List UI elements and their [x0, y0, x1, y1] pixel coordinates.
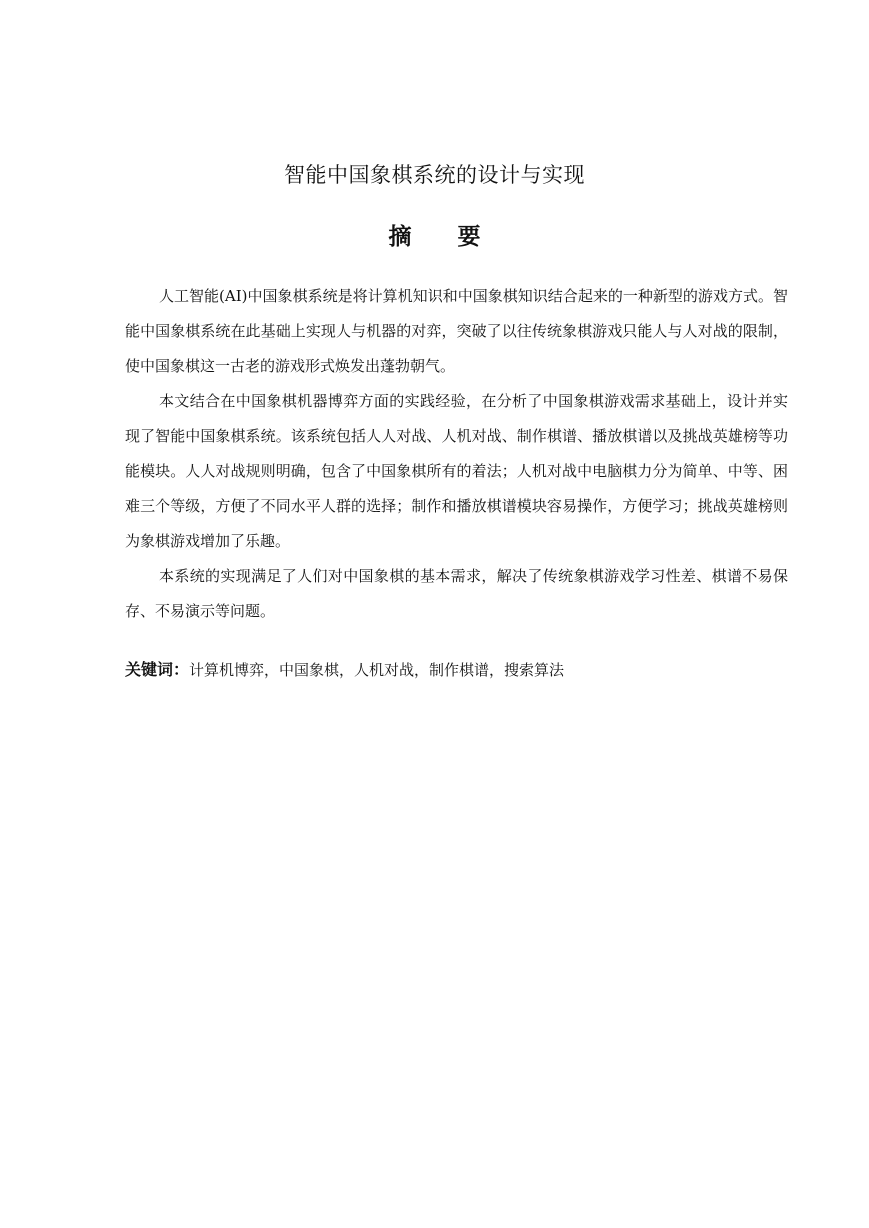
keywords-text: 计算机博弈，中国象棋，人机对战，制作棋谱，搜索算法 [189, 661, 565, 679]
keywords-line [125, 652, 788, 688]
abstract-heading: 摘要 [388, 224, 527, 250]
keywords-label: 关键词： [125, 660, 190, 679]
abstract-paragraph-1: 人工智能(AI)中国象棋系统是将计算机知识和中国象棋知识结合起来的一种新型的游戏方式。智能中国象棋系统在此基础上实现人与机器的对弈，突破了以往传统象棋游戏只能人与人对战的限制，使中国象棋这一古老的游戏形式焕发出蓬勃朝气。 [125, 287, 788, 375]
abstract-body [125, 279, 788, 629]
abstract-paragraph-3: 本系统的实现满足了人们对中国象棋的基本需求，解决了传统象棋游戏学习性差、棋谱不易保存、不易演示等问题。 [125, 567, 788, 620]
paper-title: 智能中国象棋系统的设计与实现 [284, 163, 585, 187]
abstract-paragraph-2: 本文结合在中国象棋机器博弈方面的实践经验，在分析了中国象棋游戏需求基础上，设计并实现了智能中国象棋系统。该系统包括人人对战、人机对战、制作棋谱、播放棋谱以及挑战英雄榜等功能模块。人人对战规则明确，包含了中国象棋所有的着法；人机对战中电脑棋力分为简单、中等、困难三个等级，方便了不同水平人群的选择；制作和播放棋谱模块容易操作，方便学习；挑战英雄榜则为象棋游戏增加了乐趣。 [125, 392, 788, 550]
